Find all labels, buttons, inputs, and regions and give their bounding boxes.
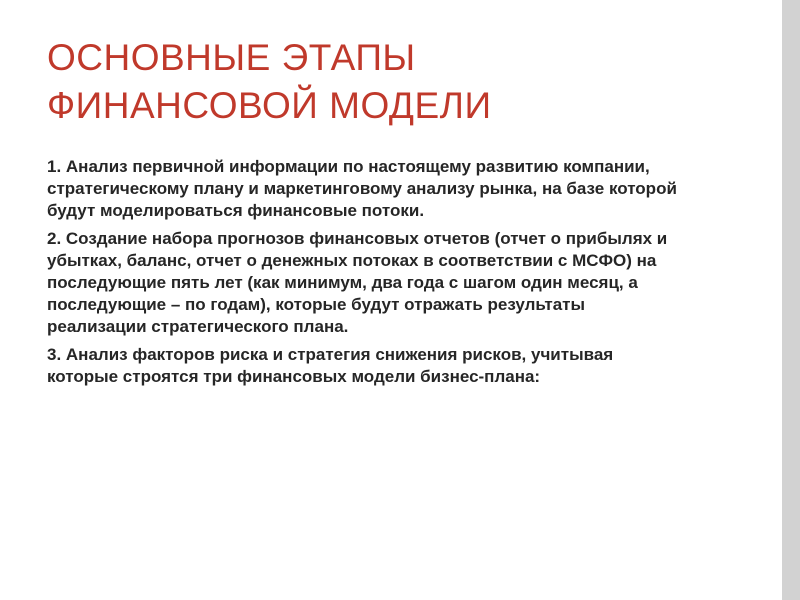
slide-content-list	[47, 156, 687, 394]
list-item-risk-factors: 3. Анализ факторов риска и стратегия снижения рисков, учитывая которые строятся три финансовых модели бизнес-плана:	[47, 345, 614, 386]
right-accent-bar	[782, 0, 800, 600]
list-item-analysis: 1. Анализ первичной информации по настоящему развитию компании, стратегическому плану и маркетинговому анализу рынка, на базе которой будут моделироваться финансовые потоки.	[47, 157, 677, 220]
slide-title-line-2: ФИНАНСОВОЙ МОДЕЛИ	[47, 85, 492, 126]
list-item-forecasts: 2. Создание набора прогнозов финансовых отчетов (отчет о прибылях и убытках, баланс, отчет о денежных потоках в соответствии с МСФО) на последующие пять лет (как минимум, два года с шагом один месяц, а последующие – по годам), которые будут отражать результаты реализации стратегического плана.	[47, 229, 668, 336]
slide-title-line-1: ОСНОВНЫЕ ЭТАПЫ	[47, 37, 416, 78]
slide-title	[47, 34, 747, 130]
